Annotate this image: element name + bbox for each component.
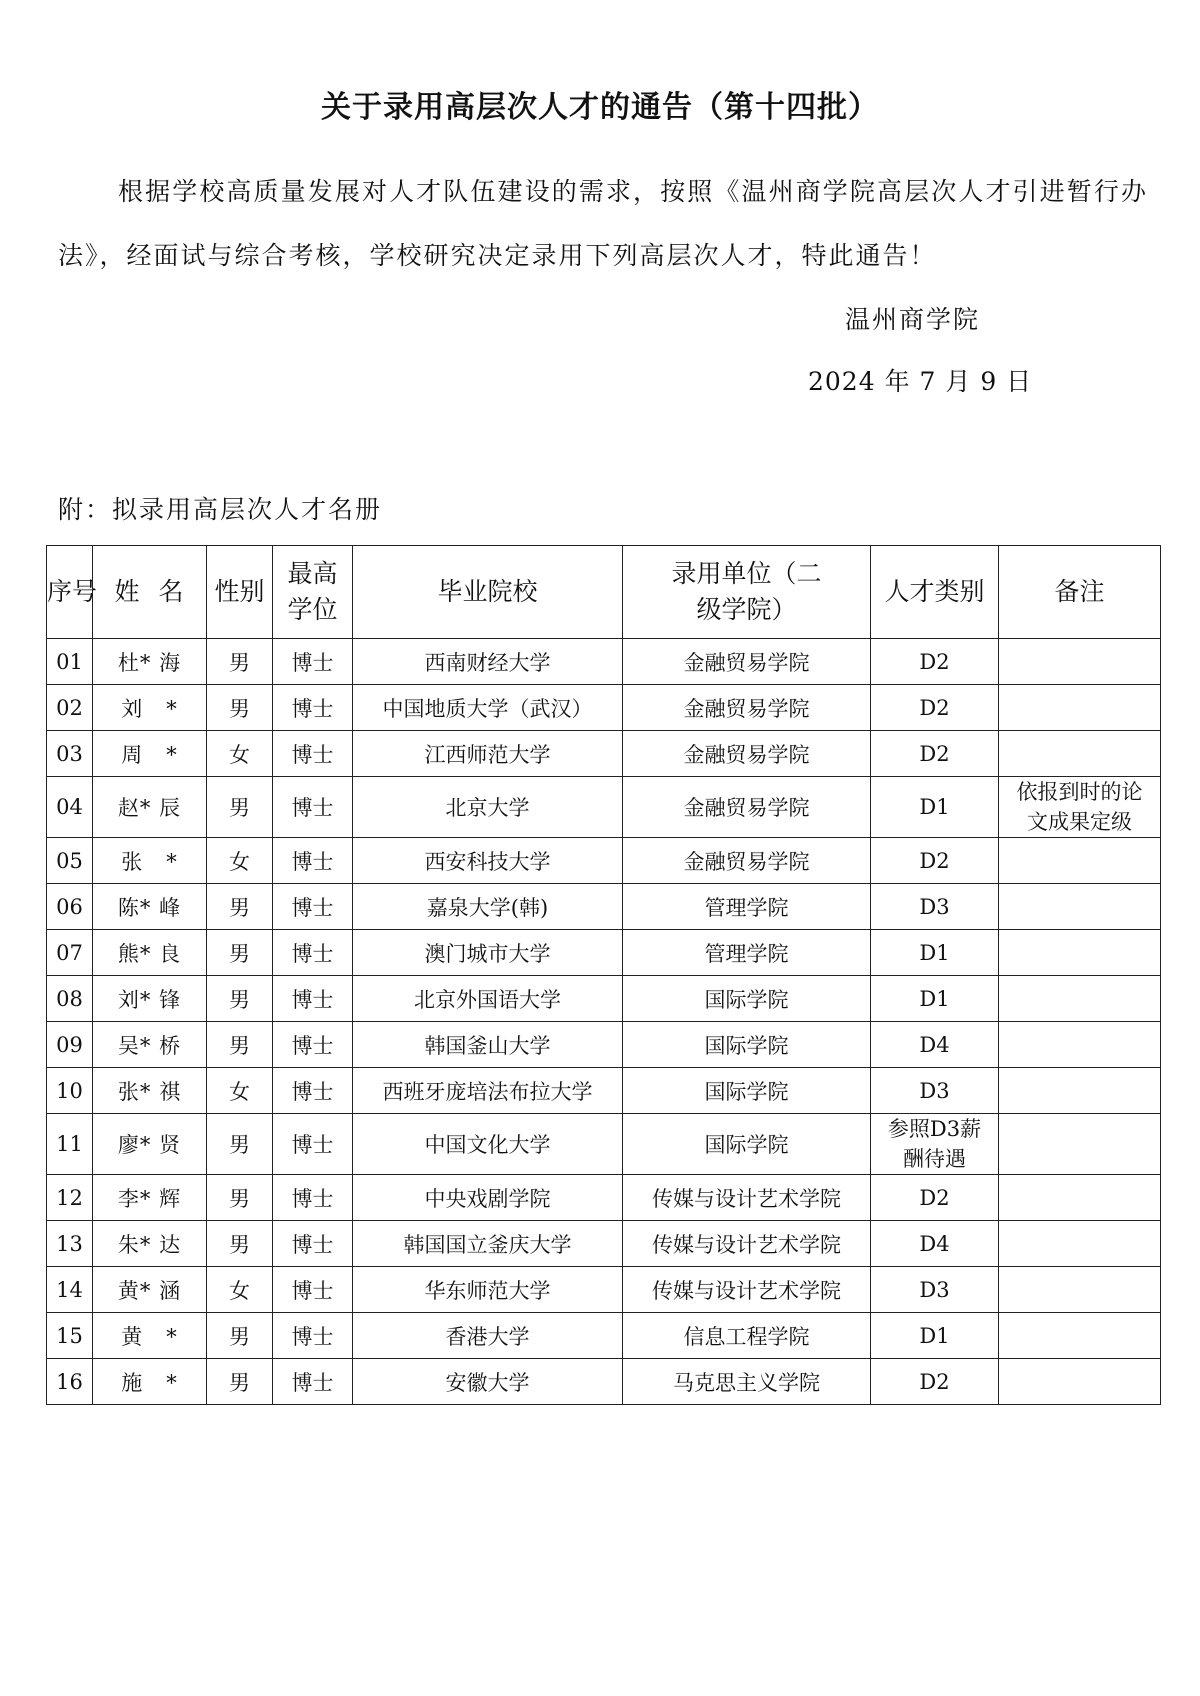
cell-gender: 男 bbox=[207, 1359, 273, 1405]
cell-unit: 管理学院 bbox=[623, 930, 871, 976]
cell-seq: 02 bbox=[47, 685, 93, 731]
header-remark: 备注 bbox=[999, 546, 1161, 639]
cell-category: D2 bbox=[871, 1175, 999, 1221]
cell-category: D2 bbox=[871, 731, 999, 777]
header-unit: 录用单位（二级学院） bbox=[623, 546, 871, 639]
cell-school: 西班牙庞培法布拉大学 bbox=[353, 1068, 623, 1114]
cell-gender: 男 bbox=[207, 639, 273, 685]
cell-seq: 13 bbox=[47, 1221, 93, 1267]
cell-degree: 博士 bbox=[273, 1313, 353, 1359]
cell-degree: 博士 bbox=[273, 838, 353, 884]
cell-gender: 男 bbox=[207, 930, 273, 976]
cell-school: 嘉泉大学(韩) bbox=[353, 884, 623, 930]
cell-seq: 15 bbox=[47, 1313, 93, 1359]
cell-remark bbox=[999, 1359, 1161, 1405]
cell-degree: 博士 bbox=[273, 1114, 353, 1175]
cell-gender: 女 bbox=[207, 1068, 273, 1114]
table-row bbox=[47, 884, 1161, 930]
header-gender: 性别 bbox=[207, 546, 273, 639]
table-row bbox=[47, 1221, 1161, 1267]
table-row bbox=[47, 930, 1161, 976]
cell-remark bbox=[999, 639, 1161, 685]
table-row bbox=[47, 777, 1161, 838]
cell-category: D2 bbox=[871, 838, 999, 884]
cell-name: 张 * bbox=[93, 838, 207, 884]
cell-unit: 马克思主义学院 bbox=[623, 1359, 871, 1405]
cell-unit: 金融贸易学院 bbox=[623, 639, 871, 685]
cell-unit: 传媒与设计艺术学院 bbox=[623, 1221, 871, 1267]
cell-seq: 12 bbox=[47, 1175, 93, 1221]
cell-school: 江西师范大学 bbox=[353, 731, 623, 777]
cell-name: 陈* 峰 bbox=[93, 884, 207, 930]
cell-degree: 博士 bbox=[273, 884, 353, 930]
cell-category: 参照D3薪酬待遇 bbox=[871, 1114, 999, 1175]
table-row bbox=[47, 1022, 1161, 1068]
cell-name: 廖* 贤 bbox=[93, 1114, 207, 1175]
table-row bbox=[47, 1359, 1161, 1405]
cell-unit: 金融贸易学院 bbox=[623, 777, 871, 838]
cell-gender: 男 bbox=[207, 685, 273, 731]
cell-category: D4 bbox=[871, 1022, 999, 1068]
cell-name: 张* 祺 bbox=[93, 1068, 207, 1114]
cell-remark bbox=[999, 1267, 1161, 1313]
cell-category: D1 bbox=[871, 930, 999, 976]
cell-category: D3 bbox=[871, 1267, 999, 1313]
header-category: 人才类别 bbox=[871, 546, 999, 639]
header-degree: 最高学位 bbox=[273, 546, 353, 639]
cell-seq: 05 bbox=[47, 838, 93, 884]
cell-gender: 男 bbox=[207, 1175, 273, 1221]
cell-name: 朱* 达 bbox=[93, 1221, 207, 1267]
cell-remark bbox=[999, 731, 1161, 777]
cell-unit: 国际学院 bbox=[623, 976, 871, 1022]
cell-category: D3 bbox=[871, 1068, 999, 1114]
cell-unit: 传媒与设计艺术学院 bbox=[623, 1175, 871, 1221]
cell-school: 中国地质大学（武汉） bbox=[353, 685, 623, 731]
table-row bbox=[47, 1313, 1161, 1359]
cell-degree: 博士 bbox=[273, 1267, 353, 1313]
cell-degree: 博士 bbox=[273, 1068, 353, 1114]
notice-title: 关于录用高层次人才的通告（第十四批） bbox=[321, 90, 879, 125]
cell-gender: 男 bbox=[207, 976, 273, 1022]
cell-unit: 金融贸易学院 bbox=[623, 838, 871, 884]
cell-degree: 博士 bbox=[273, 1175, 353, 1221]
cell-gender: 男 bbox=[207, 1221, 273, 1267]
cell-unit: 信息工程学院 bbox=[623, 1313, 871, 1359]
table-row bbox=[47, 838, 1161, 884]
cell-school: 西南财经大学 bbox=[353, 639, 623, 685]
cell-unit: 国际学院 bbox=[623, 1068, 871, 1114]
cell-seq: 06 bbox=[47, 884, 93, 930]
cell-unit: 传媒与设计艺术学院 bbox=[623, 1267, 871, 1313]
cell-unit: 国际学院 bbox=[623, 1114, 871, 1175]
cell-school: 中央戏剧学院 bbox=[353, 1175, 623, 1221]
cell-name: 熊* 良 bbox=[93, 930, 207, 976]
appendix-title: 附：拟录用高层次人才名册 bbox=[58, 495, 383, 524]
cell-school: 华东师范大学 bbox=[353, 1267, 623, 1313]
cell-category: D1 bbox=[871, 976, 999, 1022]
cell-name: 李* 辉 bbox=[93, 1175, 207, 1221]
cell-name: 刘* 锋 bbox=[93, 976, 207, 1022]
cell-school: 韩国釜山大学 bbox=[353, 1022, 623, 1068]
cell-category: D1 bbox=[871, 777, 999, 838]
cell-remark: 依报到时的论文成果定级 bbox=[999, 777, 1161, 838]
cell-degree: 博士 bbox=[273, 1359, 353, 1405]
cell-category: D4 bbox=[871, 1221, 999, 1267]
cell-name: 赵* 辰 bbox=[93, 777, 207, 838]
cell-seq: 08 bbox=[47, 976, 93, 1022]
cell-category: D2 bbox=[871, 639, 999, 685]
header-school: 毕业院校 bbox=[353, 546, 623, 639]
cell-seq: 07 bbox=[47, 930, 93, 976]
table-header-row bbox=[47, 546, 1161, 639]
cell-gender: 男 bbox=[207, 884, 273, 930]
cell-seq: 04 bbox=[47, 777, 93, 838]
table-row bbox=[47, 639, 1161, 685]
cell-category: D2 bbox=[871, 1359, 999, 1405]
cell-category: D1 bbox=[871, 1313, 999, 1359]
cell-gender: 男 bbox=[207, 1022, 273, 1068]
header-seq: 序号 bbox=[47, 546, 93, 639]
cell-name: 周 * bbox=[93, 731, 207, 777]
table-row bbox=[47, 1068, 1161, 1114]
cell-name: 施 * bbox=[93, 1359, 207, 1405]
talent-roster-table bbox=[46, 545, 1161, 1405]
cell-school: 澳门城市大学 bbox=[353, 930, 623, 976]
cell-gender: 女 bbox=[207, 731, 273, 777]
cell-seq: 11 bbox=[47, 1114, 93, 1175]
cell-category: D3 bbox=[871, 884, 999, 930]
table-row bbox=[47, 1175, 1161, 1221]
cell-unit: 金融贸易学院 bbox=[623, 731, 871, 777]
cell-gender: 男 bbox=[207, 1313, 273, 1359]
cell-remark bbox=[999, 976, 1161, 1022]
table-row bbox=[47, 976, 1161, 1022]
cell-degree: 博士 bbox=[273, 731, 353, 777]
cell-school: 西安科技大学 bbox=[353, 838, 623, 884]
cell-seq: 10 bbox=[47, 1068, 93, 1114]
cell-name: 黄 * bbox=[93, 1313, 207, 1359]
notice-paragraph: 根据学校高质量发展对人才队伍建设的需求，按照《温州商学院高层次人才引进暂行办法》，经面试与综合考核，学校研究决定录用下列高层次人才，特此通告！ bbox=[58, 177, 1148, 270]
cell-remark bbox=[999, 1313, 1161, 1359]
cell-degree: 博士 bbox=[273, 639, 353, 685]
header-name: 姓 名 bbox=[93, 546, 207, 639]
cell-gender: 女 bbox=[207, 838, 273, 884]
signature-organization: 温州商学院 bbox=[845, 305, 981, 334]
cell-gender: 男 bbox=[207, 1114, 273, 1175]
cell-remark bbox=[999, 1114, 1161, 1175]
table-row bbox=[47, 1114, 1161, 1175]
cell-gender: 男 bbox=[207, 777, 273, 838]
cell-unit: 国际学院 bbox=[623, 1022, 871, 1068]
cell-school: 北京外国语大学 bbox=[353, 976, 623, 1022]
cell-name: 杜* 海 bbox=[93, 639, 207, 685]
cell-name: 吴* 桥 bbox=[93, 1022, 207, 1068]
cell-degree: 博士 bbox=[273, 1022, 353, 1068]
cell-degree: 博士 bbox=[273, 777, 353, 838]
cell-seq: 16 bbox=[47, 1359, 93, 1405]
cell-seq: 01 bbox=[47, 639, 93, 685]
signature-date: 2024 年 7 月 9 日 bbox=[808, 367, 1033, 396]
cell-name: 黄* 涵 bbox=[93, 1267, 207, 1313]
cell-school: 中国文化大学 bbox=[353, 1114, 623, 1175]
cell-degree: 博士 bbox=[273, 930, 353, 976]
cell-remark bbox=[999, 930, 1161, 976]
cell-remark bbox=[999, 1022, 1161, 1068]
table-row bbox=[47, 731, 1161, 777]
cell-remark bbox=[999, 1175, 1161, 1221]
cell-school: 韩国国立釜庆大学 bbox=[353, 1221, 623, 1267]
cell-school: 香港大学 bbox=[353, 1313, 623, 1359]
table-row bbox=[47, 1267, 1161, 1313]
cell-gender: 女 bbox=[207, 1267, 273, 1313]
cell-school: 北京大学 bbox=[353, 777, 623, 838]
cell-degree: 博士 bbox=[273, 685, 353, 731]
cell-seq: 09 bbox=[47, 1022, 93, 1068]
cell-unit: 管理学院 bbox=[623, 884, 871, 930]
cell-school: 安徽大学 bbox=[353, 1359, 623, 1405]
cell-degree: 博士 bbox=[273, 976, 353, 1022]
cell-remark bbox=[999, 1221, 1161, 1267]
table-row bbox=[47, 685, 1161, 731]
cell-unit: 金融贸易学院 bbox=[623, 685, 871, 731]
cell-remark bbox=[999, 838, 1161, 884]
cell-degree: 博士 bbox=[273, 1221, 353, 1267]
cell-name: 刘 * bbox=[93, 685, 207, 731]
cell-seq: 03 bbox=[47, 731, 93, 777]
cell-remark bbox=[999, 1068, 1161, 1114]
cell-remark bbox=[999, 884, 1161, 930]
cell-seq: 14 bbox=[47, 1267, 93, 1313]
cell-category: D2 bbox=[871, 685, 999, 731]
cell-remark bbox=[999, 685, 1161, 731]
